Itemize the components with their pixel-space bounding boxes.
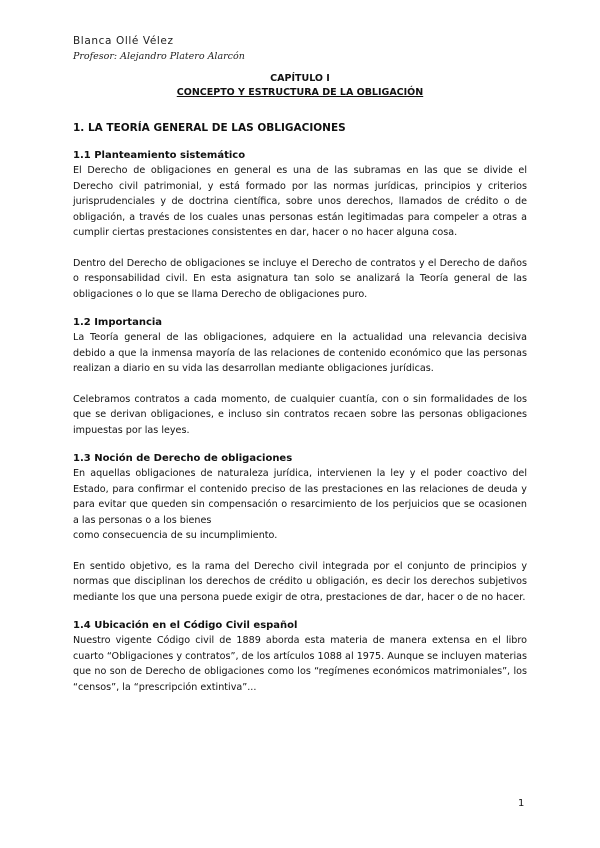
subsection-heading-1-2: 1.2 Importancia: [73, 317, 163, 328]
paragraph-1-1-b: Dentro del Derecho de obligaciones se incluye el Derecho de contratos y el Derecho de daños o responsabilidad civil. En esta asignatura tan solo se analizará la Teoría general de las obligaciones o lo que se llama Derecho de obligaciones puro.: [73, 257, 527, 300]
subsection-heading-1-1: 1.1 Planteamiento sistemático: [73, 150, 246, 161]
paragraph-1-2-b: Celebramos contratos a cada momento, de cualquier cuantía, con o sin formalidades de los que se derivan obligaciones, e incluso sin contratos recaen sobre las personas obligaciones impuestas por las leyes.: [73, 393, 527, 436]
paragraph-1-3-a: En aquellas obligaciones de naturaleza jurídica, intervienen la ley y el poder coactivo del Estado, para confirmar el contenido preciso de las prestaciones en las relaciones de deuda y para evitar que queden sin compensación o resarcimiento de los perjuicios que se ocasionen a las personas o a los bienes: [73, 468, 527, 526]
paragraph-1-3-a-cont: como consecuencia de su incumplimiento.: [73, 530, 278, 541]
document-body: [73, 72, 527, 695]
section-heading-1: 1. LA TEORÍA GENERAL DE LAS OBLIGACIONES: [73, 122, 346, 134]
paragraph-1-1-a: El Derecho de obligaciones en general es una de las subramas en las que se divide el Derecho civil patrimonial, y está formado por las normas jurídicas, principios y criterios jurisprudenciales y de doctrina científica, sobre unos derechos, llamados de crédito o de obligación, a través de los cuales unas personas están legitimadas para compeler a otras a cumplir ciertas prestaciones consistentes en dar, hacer o no hacer alguna cosa.: [73, 165, 527, 238]
paragraph-1-3-b: En sentido objetivo, es la rama del Derecho civil integrada por el conjunto de principios y normas que disciplinan los derechos de crédito u obligación, es decir los derechos subjetivos mediante los que una persona puede exigir de otra, prestaciones de dar, hacer o de no hacer.: [73, 560, 527, 603]
chapter-title: CAPÍTULO I: [270, 73, 330, 84]
subsection-heading-1-3: 1.3 Noción de Derecho de obligaciones: [73, 453, 293, 464]
subsection-heading-1-4: 1.4 Ubicación en el Código Civil español: [73, 620, 298, 631]
chapter-subtitle: CONCEPTO Y ESTRUCTURA DE LA OBLIGACIÓN: [176, 87, 424, 98]
professor-name: Profesor: Alejandro Platero Alarcón: [73, 51, 245, 62]
paragraph-1-2-a: La Teoría general de las obligaciones, adquiere en la actualidad una relevancia decisiva debido a que la inmensa mayoría de las relaciones de contenido económico que las personas realizan a diario en su vida las desarrollan mediante obligaciones jurídicas.: [73, 332, 527, 374]
page-number: 1: [518, 798, 525, 809]
author-name: Blanca Ollé Vélez: [73, 35, 174, 47]
paragraph-1-4-a: Nuestro vigente Código civil de 1889 aborda esta materia de manera extensa en el libro cuarto “Obligaciones y contratos”, de los artículos 1088 al 1975. Aunque se incluyen materias que no son de Derecho de obligaciones como los “regímenes económicos matrimoniales”, los “censos”, la “prescripción extintiva”...: [73, 635, 527, 693]
